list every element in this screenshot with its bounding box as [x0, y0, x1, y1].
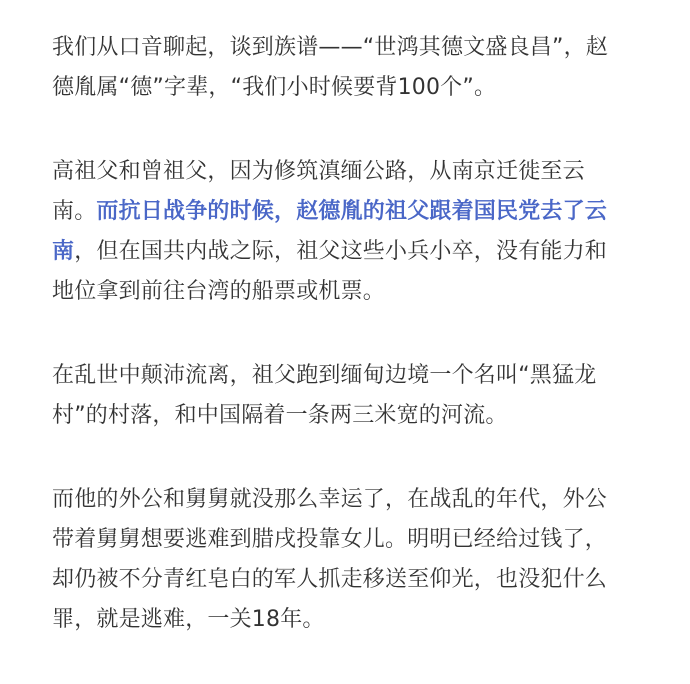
text-line — [52, 560, 652, 600]
text-segment: 在乱世中颠沛流离，祖父跑到缅甸边境一个名叫“黑猛龙 — [52, 363, 597, 388]
text-segment: 却仍被不分青红皂白的军人抓走移送至仰光，也没犯什么 — [52, 567, 608, 592]
text-segment: 村”的村落，和中国隔着一条两三米宽的河流。 — [52, 403, 508, 428]
text-segment: ，但在国共内战之际，祖父这些小兵小卒，没有能力和 — [74, 239, 608, 264]
text-line — [52, 28, 652, 68]
text-segment: 德胤属“德”字辈，“我们小时候要背100个”。 — [52, 75, 497, 100]
text-segment: 罪，就是逃难，一关18年。 — [52, 607, 325, 632]
text-line — [52, 68, 652, 108]
text-line — [52, 192, 652, 232]
text-line — [52, 152, 652, 192]
text-segment: 带着舅舅想要逃难到腊戌投靠女儿。明明已经给过钱了， — [52, 527, 608, 552]
highlighted-text: 而抗日战争的时候，赵德胤的祖父跟着国民党去了云 — [96, 199, 608, 224]
text-line — [52, 232, 652, 272]
paragraph-4 — [52, 480, 652, 640]
article-body — [52, 28, 652, 684]
paragraph-1 — [52, 28, 652, 108]
text-line — [52, 356, 652, 396]
text-line — [52, 600, 652, 640]
text-line — [52, 396, 652, 436]
highlighted-text: 南 — [52, 239, 75, 264]
text-line — [52, 480, 652, 520]
text-segment: 高祖父和曾祖父，因为修筑滇缅公路，从南京迁徙至云 — [52, 159, 585, 184]
paragraph-3 — [52, 356, 652, 436]
text-segment: 南。 — [52, 199, 97, 224]
paragraph-2 — [52, 152, 652, 312]
text-segment: 我们从口音聊起，谈到族谱——“世鸿其德文盛良昌”，赵 — [52, 35, 608, 60]
text-line — [52, 272, 652, 312]
text-segment: 地位拿到前往台湾的船票或机票。 — [52, 279, 386, 304]
text-segment: 而他的外公和舅舅就没那么幸运了，在战乱的年代，外公 — [52, 487, 608, 512]
text-line — [52, 520, 652, 560]
